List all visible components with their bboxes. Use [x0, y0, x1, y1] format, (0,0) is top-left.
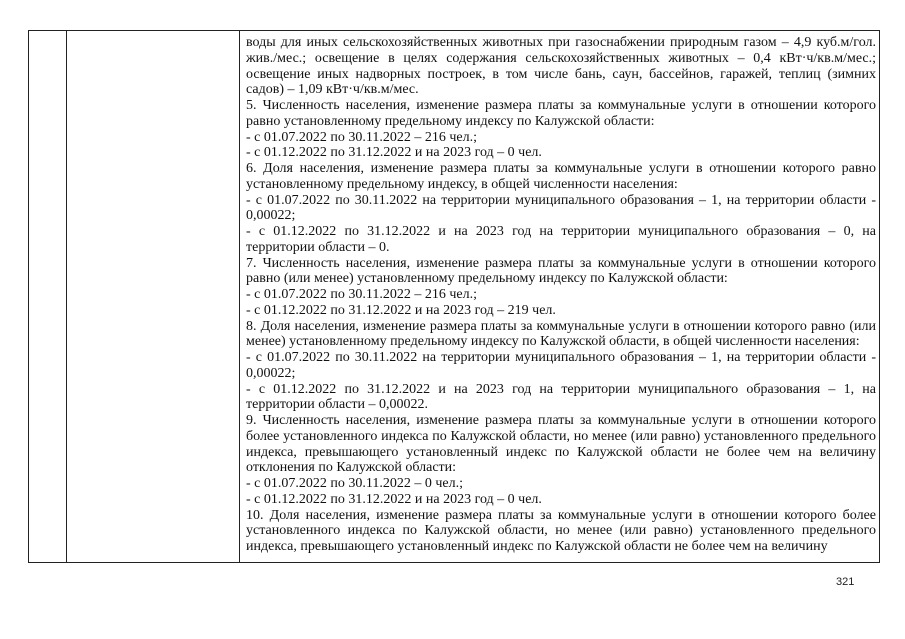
- table-cell-text: [246, 35, 876, 555]
- paragraph-item-7-period-1: - с 01.07.2022 по 30.11.2022 – 216 чел.;: [246, 287, 477, 302]
- paragraph-item-7-period-2: - с 01.12.2022 по 31.12.2022 и на 2023 год – 219 чел.: [246, 302, 556, 318]
- paragraph-item-9-period-1: - с 01.07.2022 по 30.11.2022 – 0 чел.;: [246, 476, 463, 491]
- paragraph-item-9-period-2: - с 01.12.2022 по 31.12.2022 и на 2023 год – 0 чел.: [246, 491, 542, 507]
- paragraph-item-6-period-1: - с 01.07.2022 по 30.11.2022 на территории муниципального образования – 1, на территории области - 0,00022;: [246, 192, 876, 224]
- paragraph-item-9: 9. Численность населения, изменение размера платы за коммунальные услуги в отношении которого более установленного индекса по Калужской области, но менее (или равно) установленного предельного индекса, превышающего установленный индекс по Калужской области не более чем на величину отклонения по Калужской области:: [246, 413, 876, 476]
- paragraph-continuation: воды для иных сельскохозяйственных животных при газоснабжении природным газом – 4,9 куб.м/гол. жив./мес.; освещение в целях содержания сельскохозяйственных животных – 0,4 кВт·ч/кв.м/мес.; освещение иных надворных построек, в том числе бань, саун, бассейнов, гаражей, теплиц (зимних садов) – 1,09 кВт·ч/кв.м/мес.: [246, 35, 876, 98]
- page-number: 321: [836, 576, 855, 588]
- document-table: [28, 30, 880, 563]
- paragraph-item-6-period-2: - с 01.12.2022 по 31.12.2022 и на 2023 год на территории муниципального образования – 0, на территории области – 0.: [246, 224, 876, 255]
- paragraph-item-7: 7. Численность населения, изменение размера платы за коммунальные услуги в отношении которого равно (или менее) установленному предельному индексу по Калужской области:: [246, 255, 876, 287]
- paragraph-item-5-period-1: - с 01.07.2022 по 30.11.2022 – 216 чел.;: [246, 129, 477, 145]
- paragraph-item-5-period-2: - с 01.12.2022 по 31.12.2022 и на 2023 год – 0 чел.: [246, 145, 542, 161]
- paragraph-item-6: 6. Доля населения, изменение размера платы за коммунальные услуги в отношении которого равно установленному предельному индексу, в общей численности населения:: [246, 161, 876, 192]
- paragraph-item-10: 10. Доля населения, изменение размера платы за коммунальные услуги в отношении которого более установленного индекса по Калужской области, но менее (или равно) установленного предельного индекса, превышающего установленный индекс по Калужской области не более чем на величину: [246, 507, 876, 554]
- paragraph-item-8-period-1: - с 01.07.2022 по 30.11.2022 на территории муниципального образования – 1, на территории области - 0,00022;: [246, 350, 876, 381]
- paragraph-item-8-period-2: - с 01.12.2022 по 31.12.2022 и на 2023 год на территории муниципального образования – 1, на территории области – 0,00022.: [246, 381, 876, 413]
- column-divider-1: [66, 31, 67, 562]
- paragraph-item-5: 5. Численность населения, изменение размера платы за коммунальные услуги в отношении которого равно установленному предельному индексу по Калужской области:: [246, 98, 876, 129]
- column-divider-2: [239, 31, 240, 562]
- paragraph-item-8: 8. Доля населения, изменение размера платы за коммунальные услуги в отношении которого равно (или менее) установленному предельному индексу по Калужской области, в общей численности населения:: [246, 318, 876, 350]
